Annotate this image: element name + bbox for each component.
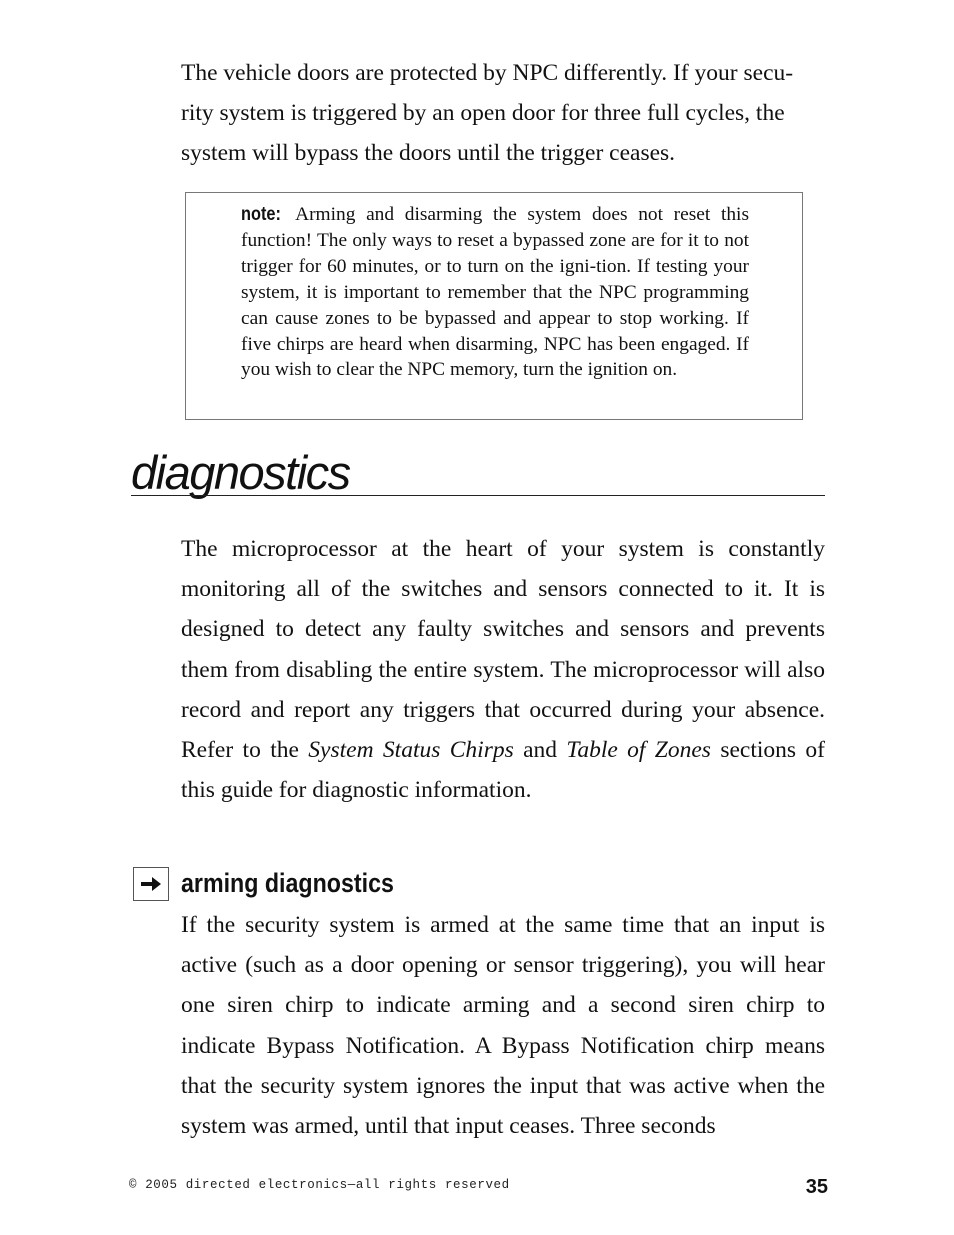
arming-diagnostics-paragraph: If the security system is armed at the same time that an input is active (such as a door opening or sensor triggering), you will hear one siren chirp to indicate arming and a second siren chirp to indicate Bypass Notification. A Bypass Notification chirp means that the security system ignores the input that was active when the system was armed, until that input ceases. Three seconds: [181, 912, 825, 1140]
table-of-zones-reference: Table of Zones: [566, 737, 711, 764]
section-title: diagnostics: [131, 446, 350, 499]
note-paragraph: [241, 202, 749, 383]
system-status-chirps-reference: System Status Chirps: [308, 737, 514, 764]
intro-line-3: system will bypass the doors until the trigger ceases.: [181, 140, 676, 167]
diagnostics-text-end: sections of this guide for diagnostic information.: [181, 737, 825, 804]
note-label: note:: [241, 204, 281, 225]
intro-line-2: rity system is triggered by an open door for three full cycles, the: [181, 100, 785, 127]
note-box: [185, 192, 803, 420]
diagnostics-text-start: The microprocessor at the heart of your system is constantly monitoring all of the switches and sensors connected to it. It is designed to detect any faulty switches and sensors and prevents them from disabling the entire system. The microprocessor will also record and report any triggers that occurred during your absence. Refer to the: [181, 536, 825, 764]
page-number: 35: [805, 1176, 828, 1198]
intro-line-1: The vehicle doors are protected by NPC differently. If your secu-: [181, 60, 794, 86]
intro-paragraph: [181, 53, 825, 174]
subsection-title: arming diagnostics: [181, 868, 394, 898]
footer-copyright: © 2005 directed electronics—all rights reserved: [129, 1178, 510, 1192]
diagnostics-text-and: and: [513, 737, 567, 764]
right-arrow-icon: [133, 867, 169, 901]
note-body: Arming and disarming the system does not reset this function! The only ways to reset a bypassed zone are for it to not trigger for 60 minutes, or to turn on the igni-tion. If testing your system, it is important to remember that the NPC programming can cause zones to be bypassed and appear to stop working. If five chirps are heard when disarming, NPC has been engaged. If you wish to clear the NPC memory, turn the ignition on.: [241, 204, 749, 381]
diagnostics-paragraph: [181, 529, 825, 810]
section-title-rule: [131, 495, 825, 496]
